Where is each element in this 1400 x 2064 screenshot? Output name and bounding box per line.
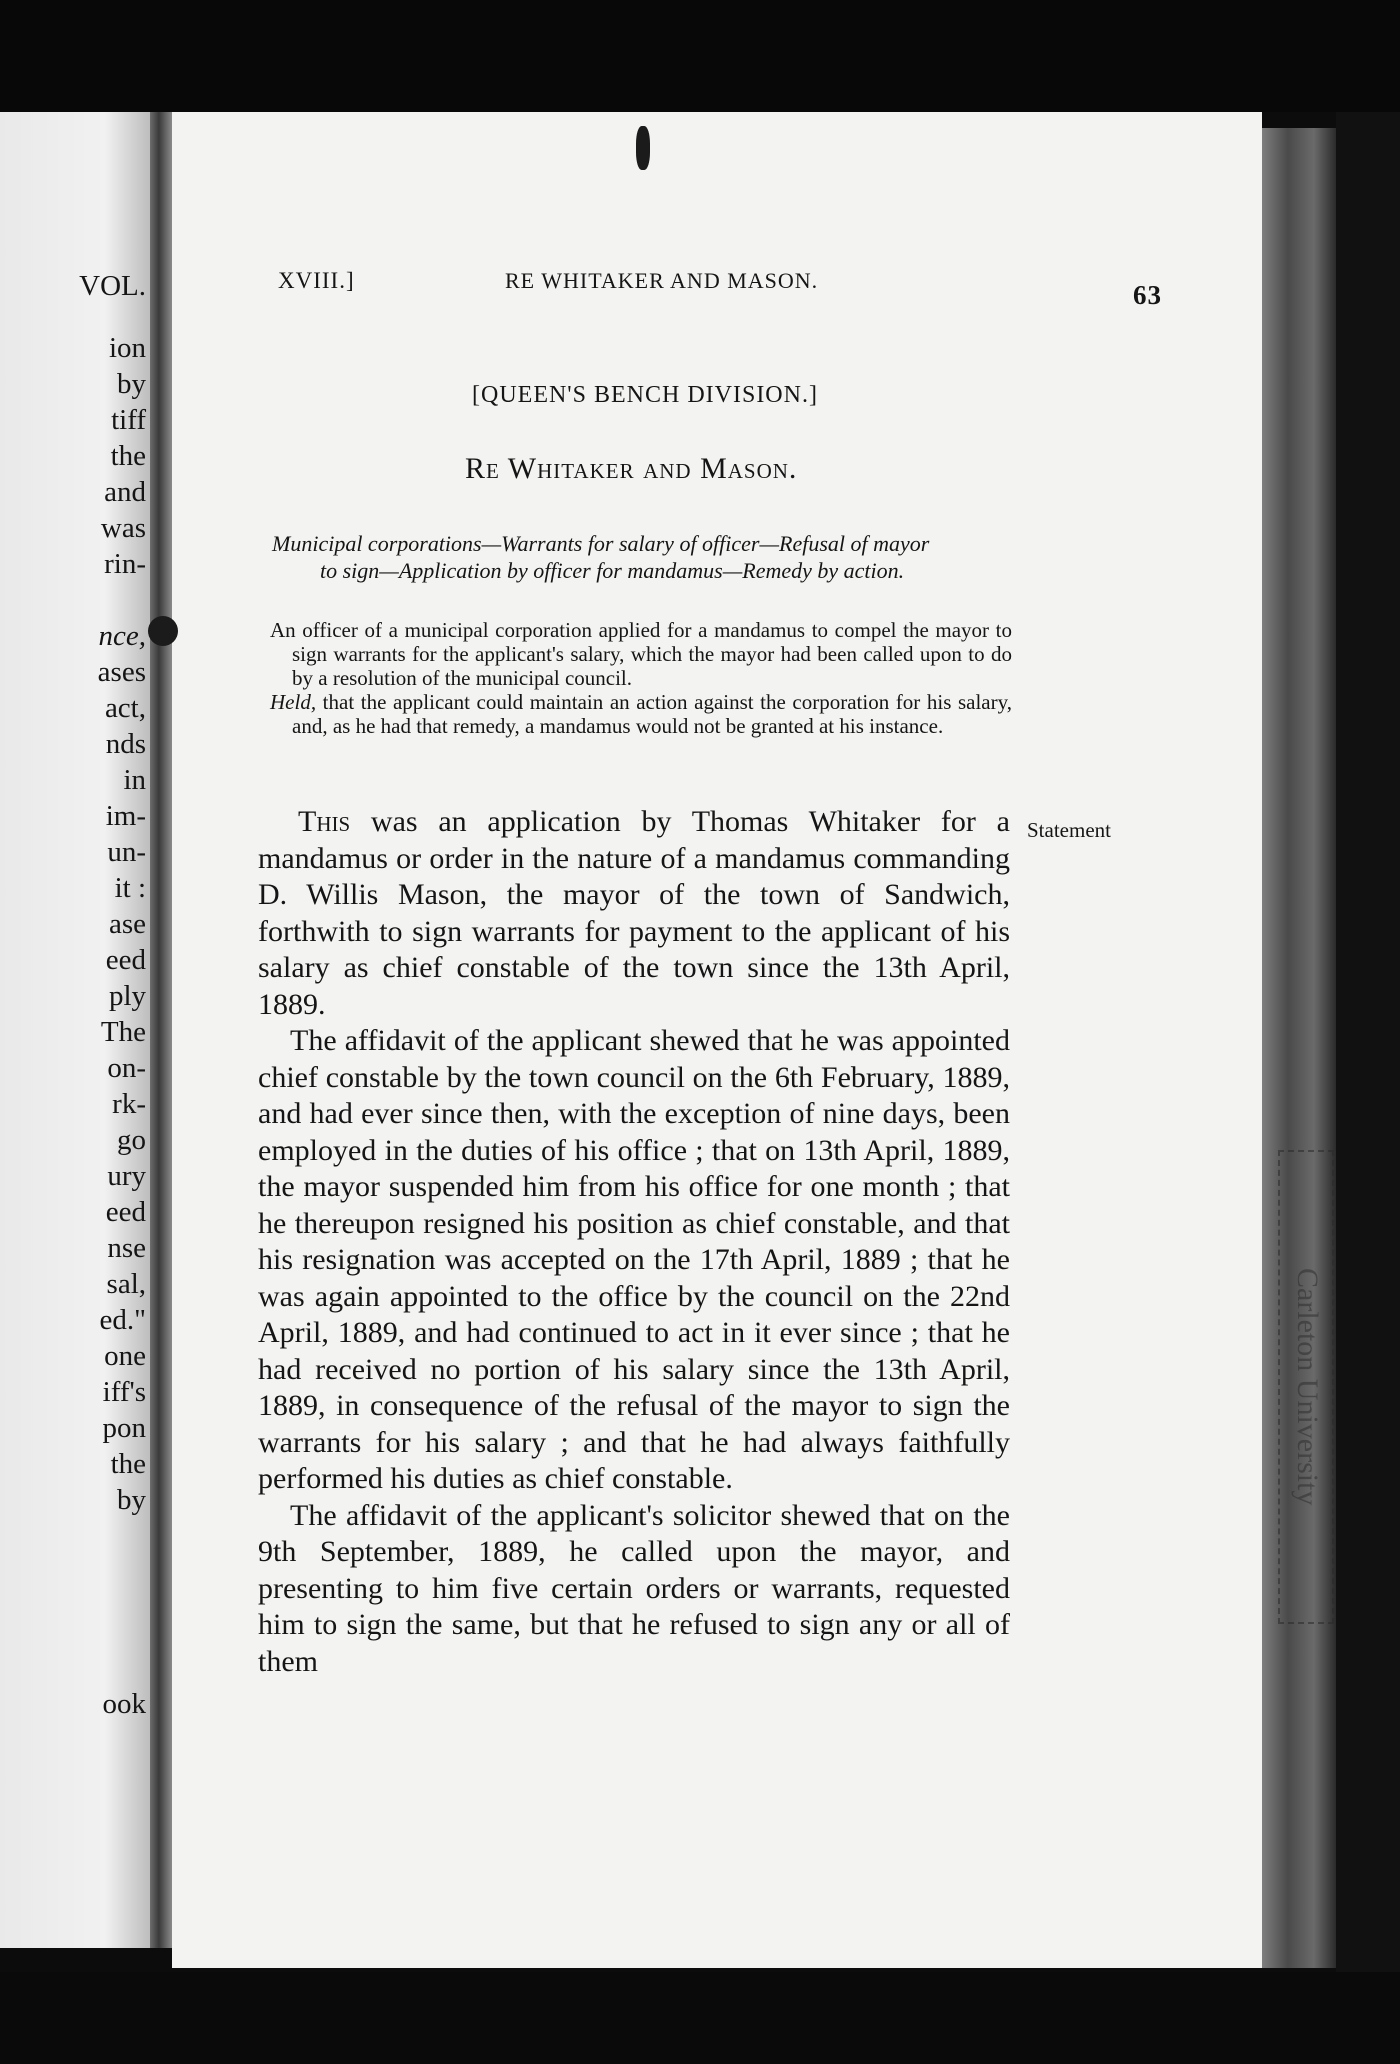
left-fragment: sal, <box>106 1268 146 1300</box>
body-text <box>258 804 1010 1680</box>
left-fragment: nse <box>107 1232 146 1264</box>
left-fragment: and <box>104 476 146 508</box>
left-fragment: was <box>100 512 146 544</box>
left-fragment: im- <box>105 800 146 832</box>
case-title: Re Whitaker and Mason. <box>465 452 798 485</box>
left-fragment: by <box>117 368 146 400</box>
court-division: [QUEEN'S BENCH DIVISION.] <box>472 382 818 408</box>
held-word: Held, <box>270 690 317 714</box>
left-fragment: nce, <box>98 620 146 652</box>
left-fragment: one <box>104 1340 146 1372</box>
headnote-facts: An officer of a municipal corporation applied for a mandamus to compel the mayor to sign warrants for the applicant's salary, which the mayor had been called upon to do by a resolution of the municipal council. <box>270 618 1012 690</box>
running-head-title: RE WHITAKER AND MASON. <box>505 268 819 293</box>
book-gutter <box>150 112 172 1948</box>
top-border <box>0 0 1400 112</box>
previous-page-edge <box>0 112 150 1948</box>
left-fragment: eed <box>105 944 146 976</box>
left-fragment: iff's <box>102 1376 146 1408</box>
left-fragment: the <box>110 1448 146 1480</box>
left-fragment: VOL. <box>79 270 146 302</box>
left-fragment: The <box>100 1016 146 1048</box>
library-stamp: Carleton University <box>1278 1150 1334 1624</box>
left-fragment: ases <box>97 656 146 688</box>
left-fragment: ook <box>102 1688 146 1720</box>
left-fragment: in <box>123 764 146 796</box>
left-fragment: ed." <box>99 1304 146 1336</box>
left-fragment: it : <box>114 872 146 904</box>
page-stack-edge <box>1262 128 1336 1968</box>
left-fragment: pon <box>102 1412 146 1444</box>
ink-smudge <box>636 126 650 170</box>
left-fragment: ply <box>108 980 146 1012</box>
catchwords <box>272 530 1014 584</box>
headnote-held <box>270 690 1012 738</box>
left-fragment: nds <box>105 728 146 760</box>
headnote <box>270 618 1012 738</box>
left-fragment: by <box>117 1484 146 1516</box>
catchwords-line-2: to sign—Application by officer for mandamus—Remedy by action. <box>320 558 905 583</box>
left-fragment: rk- <box>112 1088 146 1120</box>
catchwords-line-1: Municipal corporations—Warrants for salary of officer—Refusal of mayor <box>272 531 930 556</box>
left-fragment: rin- <box>104 548 146 580</box>
page-number: 63 <box>1133 280 1162 310</box>
margin-note: Statement <box>1027 818 1111 842</box>
headnote-held-text: that the applicant could maintain an action against the corporation for his salary, and, as he had that remedy, a mandamus would not be granted at his instance. <box>292 690 1012 738</box>
left-fragment: un- <box>107 836 146 868</box>
left-fragment: ase <box>108 908 146 940</box>
left-fragment: the <box>110 440 146 472</box>
left-fragment: eed <box>105 1196 146 1228</box>
paragraph-1 <box>258 804 1010 1023</box>
left-fragment: tiff <box>111 404 146 436</box>
left-fragment: act, <box>104 692 146 724</box>
left-fragment: on- <box>107 1052 146 1084</box>
right-border <box>1336 112 1400 1972</box>
running-head-volume: XVIII.] <box>278 268 355 293</box>
left-fragment: ion <box>108 332 146 364</box>
ink-smudge <box>148 616 178 646</box>
left-fragment: ury <box>107 1160 146 1192</box>
paragraph-1-text: was an application by Thomas Whitaker for a mandamus or order in the nature of a mandamus commanding D. Willis Mason, the mayor of the town of Sandwich, forthwith to sign warrants for payment to the applicant of his salary as chief constable of the town since the 13th April, 1889. <box>258 805 1010 1021</box>
bottom-border <box>0 1972 1400 2064</box>
opening-word: This <box>298 805 351 838</box>
paragraph-3: The affidavit of the applicant's solicitor shewed that on the 9th September, 1889, he called upon the mayor, and presenting to him five certain orders or warrants, requested him to sign the same, but that he refused to sign any or all of them <box>258 1498 1010 1678</box>
paragraph-2: The affidavit of the applicant shewed that he was appointed chief constable by the town council on the 6th February, 1889, and had ever since then, with the exception of nine days, been employed in the duties of his office ; that on 13th April, 1889, the mayor suspended him from his office for one month ; that he thereupon resigned his position as chief constable, and that his resignation was accepted on the 17th April, 1889 ; that he was again appointed to the office by the council on the 22nd April, 1889, and had continued to act in it ever since ; that he had received no portion of his salary since the 13th April, 1889, in consequence of the refusal of the mayor to sign the warrants for his salary ; and that he had always faithfully performed his duties as chief constable. <box>258 1024 1010 1495</box>
left-fragment: go <box>117 1124 146 1156</box>
